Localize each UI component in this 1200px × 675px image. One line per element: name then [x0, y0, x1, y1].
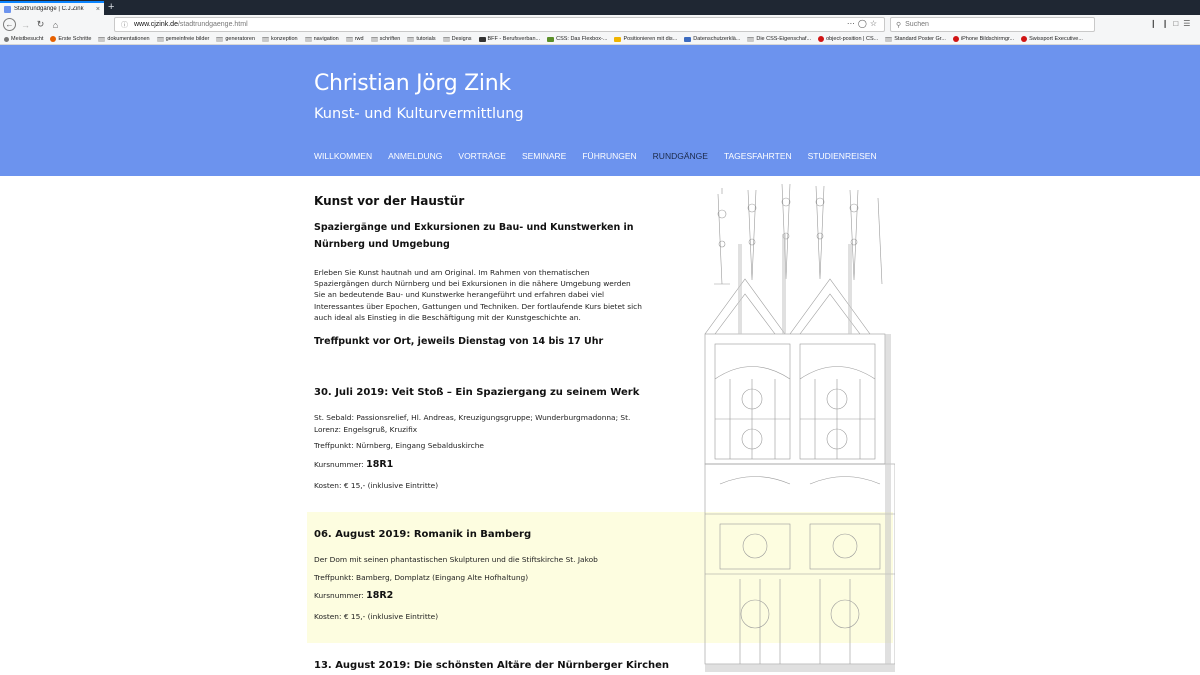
bookmark-item[interactable]	[547, 36, 607, 42]
event-description: Der Dom mit seinen phantastischen Skulpturen und die Stiftskirche St. Jakob	[314, 555, 598, 564]
nav-item-willkommen[interactable]: WILLKOMMEN	[314, 151, 373, 161]
page-actions-icon[interactable]: ⋯	[846, 19, 858, 28]
green-icon	[547, 37, 554, 42]
folder-icon	[98, 37, 105, 42]
bookmark-label: konzeption	[271, 36, 298, 42]
bookmark-label: gemeinfreie bilder	[165, 36, 210, 42]
sidebar-icon[interactable]: □	[1173, 19, 1184, 28]
bookmark-item[interactable]	[443, 36, 472, 42]
bookmark-item[interactable]	[1021, 36, 1083, 42]
nav-item-anmeldung[interactable]: ANMELDUNG	[388, 151, 443, 161]
search-input[interactable]	[905, 21, 1085, 28]
bookmark-label: rwd	[354, 36, 364, 42]
bookmark-item[interactable]	[479, 36, 541, 42]
firefox-icon	[50, 36, 56, 42]
bookmark-label: navigation	[313, 36, 339, 42]
event-course-number: Kursnummer: 18R2	[314, 590, 394, 601]
event-title: 30. Juli 2019: Veit Stoß – Ein Spaziergang zu seinem Werk	[314, 387, 640, 398]
bookmark-label: Die CSS-Eigenschaf...	[756, 36, 812, 42]
nav-item-vorträge[interactable]: VORTRÄGE	[458, 151, 506, 161]
reload-icon[interactable]: ↻	[36, 19, 45, 29]
page-subheading: Spaziergänge und Exkursionen zu Bau- und Kunstwerken in Nürnberg und Umgebung	[314, 222, 634, 250]
bookmark-item[interactable]	[305, 36, 339, 42]
browser-tab-bar	[0, 0, 1200, 15]
event-cost: Kosten: € 15,- (inklusive Eintritte)	[314, 612, 439, 621]
bookmarks-toolbar	[0, 34, 1200, 45]
bookmark-label: schriften	[379, 36, 401, 42]
home-icon[interactable]: ⌂	[52, 19, 59, 30]
pocket-icon[interactable]: ◯	[857, 19, 870, 28]
bookmark-item[interactable]	[4, 36, 43, 42]
meeting-info: Treffpunkt vor Ort, jeweils Dienstag von 14 bis 17 Uhr	[314, 336, 604, 347]
nav-item-seminare[interactable]: SEMINARE	[521, 151, 567, 161]
new-tab-button[interactable]: +	[108, 1, 115, 13]
bookmark-item[interactable]	[747, 36, 811, 42]
folder-icon	[407, 37, 414, 42]
event-cost: Kosten: € 15,- (inklusive Eintritte)	[314, 481, 439, 490]
bookmark-label: BFF - Berufsverban...	[487, 36, 541, 42]
bookmark-item[interactable]	[953, 36, 1014, 42]
nav-item-studienreisen[interactable]: STUDIENREISEN	[807, 151, 877, 161]
event-meeting-point: Treffpunkt: Nürnberg, Eingang Sebalduskirche	[314, 441, 484, 450]
bookmark-label: object-position | CS...	[826, 36, 879, 42]
bookmark-label: Datenschutzerklä...	[693, 36, 741, 42]
forward-arrow-icon[interactable]: →	[21, 19, 30, 30]
browser-toolbar	[0, 15, 1200, 34]
red-icon	[953, 36, 959, 42]
browser-tab-active[interactable]	[0, 1, 104, 15]
red-icon	[818, 36, 824, 42]
bookmark-item[interactable]	[818, 36, 878, 42]
event-description: St. Sebald: Passionsrelief, Hl. Andreas, Kreuzigungsgruppe; Wunderburgmadonna; St. Lorenz: Engelsgruß, Kruzifix	[314, 413, 631, 434]
folder-icon	[885, 37, 892, 42]
bookmark-item[interactable]	[262, 36, 298, 42]
search-bar[interactable]	[890, 17, 1095, 32]
bookmark-star-icon[interactable]: ☆	[869, 19, 880, 28]
bookmark-label: generatoren	[225, 36, 256, 42]
favicon-icon	[4, 6, 11, 13]
bookmark-item[interactable]	[98, 36, 149, 42]
dark-icon	[479, 37, 486, 42]
bookmark-label: CSS: Das Flexbox-...	[556, 36, 608, 42]
site-header	[0, 45, 1200, 176]
site-title[interactable]: Christian Jörg Zink	[314, 71, 511, 96]
folder-icon	[262, 37, 269, 42]
folder-icon	[747, 37, 754, 42]
page-actions	[847, 19, 880, 28]
folder-icon	[371, 37, 378, 42]
event-meeting-point: Treffpunkt: Bamberg, Domplatz (Eingang Alte Hofhaltung)	[314, 573, 529, 582]
address-bar[interactable]	[114, 17, 885, 32]
bookmark-label: Designs	[451, 36, 472, 42]
nav-item-tagesfahrten[interactable]: TAGESFAHRTEN	[723, 151, 792, 161]
bookmark-item[interactable]	[50, 36, 91, 42]
bookmark-label: Swissport Executive...	[1029, 36, 1083, 42]
blue-icon	[684, 37, 691, 42]
site-info-icon[interactable]: ⓘ	[121, 21, 128, 29]
yellow-icon	[614, 37, 621, 42]
back-arrow-icon[interactable]: ←	[3, 18, 16, 31]
site-subtitle: Kunst- und Kulturvermittlung	[314, 106, 524, 122]
bookmark-label: dokumentationen	[107, 36, 150, 42]
bookmark-label: Positionieren mit dis...	[623, 36, 678, 42]
tab-title: Stadtrundgänge | C.J.Zink	[14, 6, 84, 12]
page-heading: Kunst vor der Haustür	[314, 194, 465, 208]
folder-icon	[216, 37, 223, 42]
event-title: 06. August 2019: Romanik in Bamberg	[314, 529, 532, 540]
url-text[interactable]: www.cjzink.de/stadtrundgaenge.html	[134, 21, 248, 28]
gothic-altar-illustration	[700, 184, 895, 675]
folder-icon	[346, 37, 353, 42]
bookmark-item[interactable]	[157, 36, 210, 42]
bookmark-label: Erste Schritte	[58, 36, 92, 42]
folder-icon	[157, 37, 164, 42]
event-title: 13. August 2019: Die schönsten Altäre der Nürnberger Kirchen	[314, 660, 670, 671]
folder-icon	[443, 37, 450, 42]
tab-close-icon[interactable]: ×	[95, 5, 100, 13]
nav-item-rundgänge[interactable]: RUNDGÄNGE	[652, 151, 708, 161]
toolbar-right	[1150, 19, 1195, 28]
bookmark-label: tutorials	[416, 36, 436, 42]
bookmark-label: Standard Poster Gr...	[894, 36, 946, 42]
search-icon: ⚲	[896, 21, 902, 29]
red-icon	[1021, 36, 1027, 42]
library-icon[interactable]: ❙❙	[1150, 19, 1174, 28]
event-course-number: Kursnummer: 18R1	[314, 459, 394, 470]
bookmark-item[interactable]	[216, 36, 255, 42]
main-navigation	[314, 151, 893, 161]
folder-icon	[305, 37, 312, 42]
bookmark-item[interactable]	[614, 36, 677, 42]
nav-item-führungen[interactable]: FÜHRUNGEN	[582, 151, 637, 161]
bookmark-item[interactable]	[684, 36, 740, 42]
bookmark-item[interactable]	[407, 36, 435, 42]
gear-icon	[4, 37, 9, 42]
bookmark-label: iPhone Bildschirmgr...	[960, 36, 1015, 42]
bookmark-label: Meistbesucht	[11, 36, 44, 42]
bookmark-item[interactable]	[885, 36, 946, 42]
menu-icon[interactable]: ☰	[1183, 19, 1196, 28]
intro-paragraph: Erleben Sie Kunst hautnah und am Original. Im Rahmen von thematischen Spaziergängen durch Nürnberg und bei Exkursionen in die nähere Umgebung werden Sie an bedeutende Bau- und Kunstwerke herangeführt und erfahren dabei viel Interessantes über Epochen, Gattungen und Techniken. Der fortlaufende Kurs bietet sich auch ideal als Einstieg in die Beschäftigung mit der Kunstgeschichte an.	[314, 268, 642, 322]
bookmark-item[interactable]	[346, 36, 364, 42]
page-content	[0, 176, 1200, 675]
bookmark-item[interactable]	[371, 36, 401, 42]
